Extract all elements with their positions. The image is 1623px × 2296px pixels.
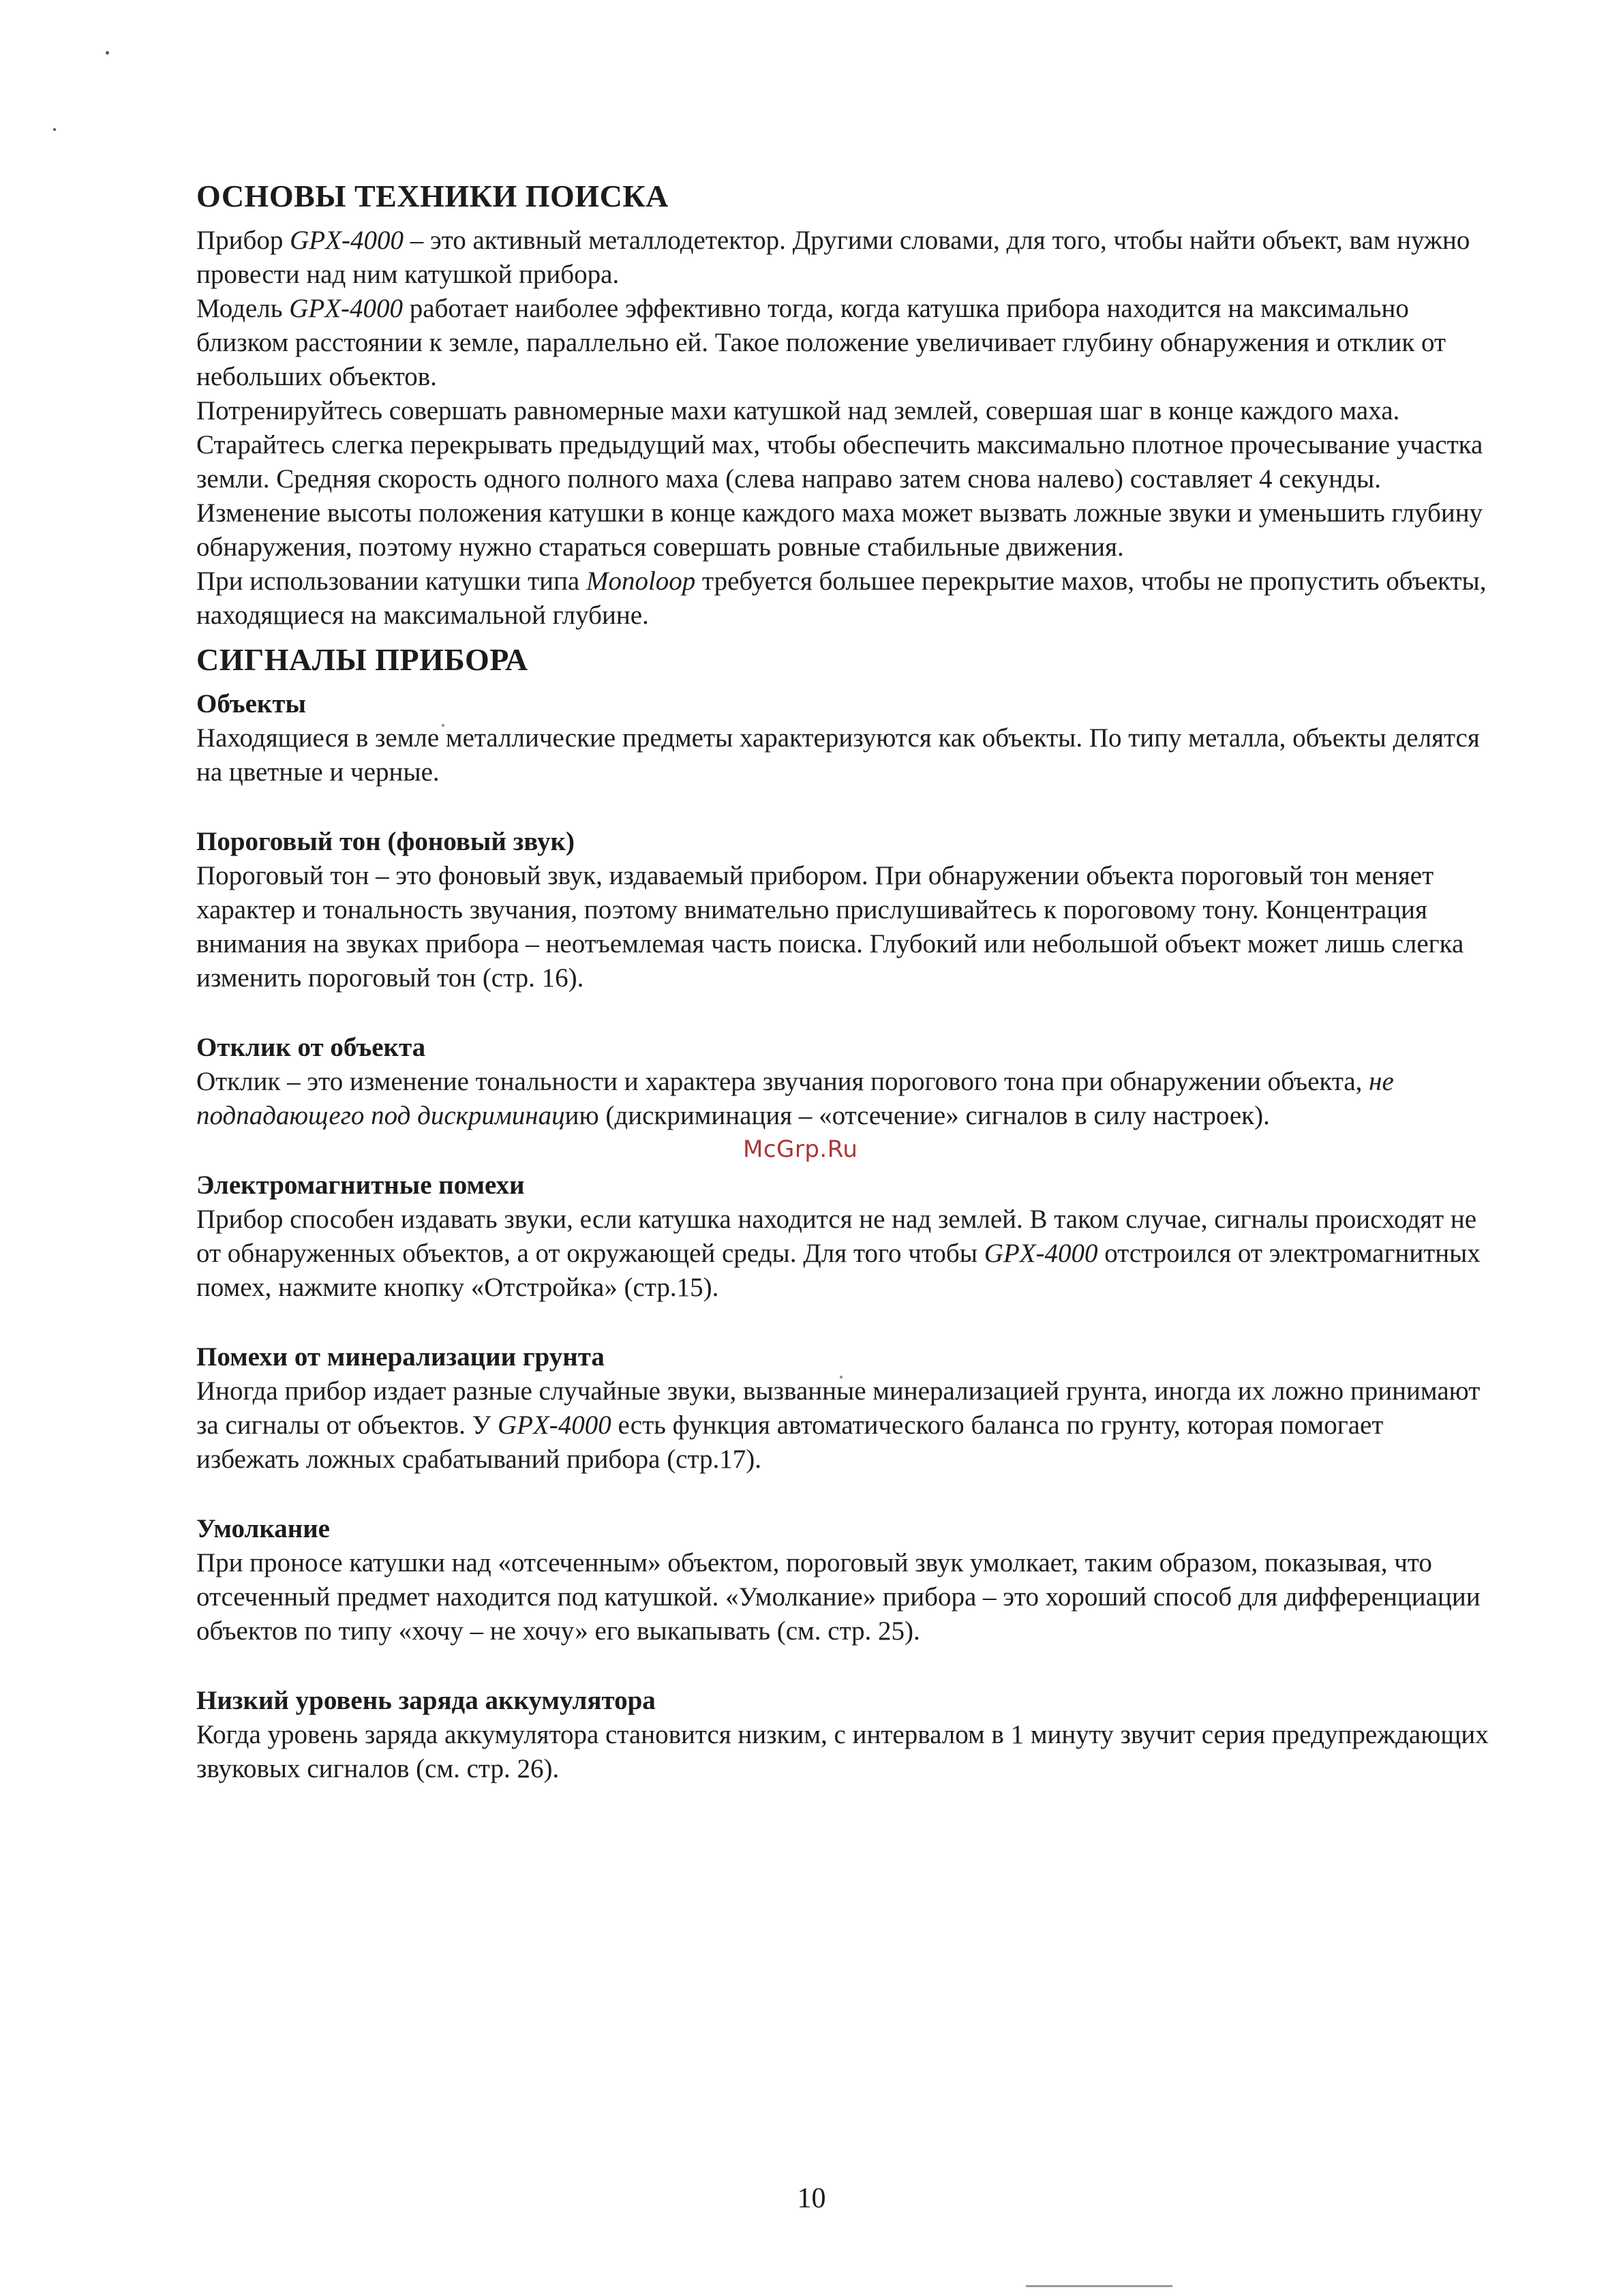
subsection-low-battery (196, 1684, 1491, 1786)
text-run: Иногда прибор издает разные случайные звуки, вызванные минерализацией грунта, иногда их ложно принимают за сигналы от объектов. У (196, 1376, 1481, 1440)
subsection-threshold-tone (196, 825, 1491, 995)
subsection-title: Отклик от объекта (196, 1033, 426, 1062)
subsection-text: Пороговый тон – это фоновый звук, издаваемый прибором. При обнаружении объекта пороговый тон меняет характер и тональность звучания, поэтому внимательно прислушивайтесь к пороговому тону. Концентрация внимания на звуках прибора – неотъемлемая часть поиска. Глубокий или небольшой объект может лишь слегка изменить пороговый тон (стр. 16). (196, 861, 1464, 993)
coil-type-name: Monoloop (586, 567, 696, 596)
text-run: Отклик – это изменение тональности и характера звучания порогового тона при обнаружении объекта, (196, 1067, 1369, 1096)
subsection-text: Когда уровень заряда аккумулятора становится низким, с интервалом в 1 минуту звучит серия предупреждающих звуковых сигналов (см. стр. 26). (196, 1720, 1489, 1783)
scan-speck (106, 51, 109, 55)
model-name: GPX-4000 (290, 226, 404, 255)
text-run: Прибор способен издавать звуки, если катушка находится не над землей. В таком случае, сигналы происходят не от обнаруженных объектов, а от окружающей среды. Для того чтобы (196, 1205, 1477, 1268)
text-run: Прибор (196, 226, 290, 255)
text-run: работает наиболее эффективно тогда, когда катушка прибора находится на максимально близком расстоянии к земле, параллельно ей. Такое положение увеличивает глубину обнаружения и отклик от небольших объектов. (196, 294, 1446, 391)
document-body (196, 169, 1491, 1822)
subsection-silence (196, 1512, 1491, 1648)
subsection-title: Электромагнитные помехи (196, 1170, 525, 1200)
scan-edge-line (1026, 2285, 1172, 2287)
watermark: McGrp.Ru (743, 1136, 858, 1163)
subsection-text (196, 1203, 1491, 1305)
text-run: требуется большее перекрытие махов, чтобы не пропустить объекты, находящиеся на максимальной глубине. (196, 567, 1487, 630)
subsection-title: Объекты (196, 689, 306, 719)
text-run: отстроился от электромагнитных помех, нажмите кнопку «Отстройка» (стр.15). (196, 1239, 1481, 1302)
subsection-objects (196, 687, 1491, 789)
text-run: ию (дискриминация – «отсечение» сигналов в силу настроек). (564, 1101, 1270, 1130)
paragraph-active-detector (196, 224, 1491, 292)
subsection-text (196, 1065, 1491, 1133)
subsection-title: Умолкание (196, 1514, 330, 1543)
section-title-search-technique: ОСНОВЫ ТЕХНИКИ ПОИСКА (196, 179, 669, 213)
subsection-ground-mineralization (196, 1340, 1491, 1477)
paragraph-sweep-technique: Потренируйтесь совершать равномерные махи катушкой над землей, совершая шаг в конце каждого маха. Старайтесь слегка перекрывать предыдущий мах, чтобы обеспечить максимально плотное прочесывание участка земли. Средняя скорость одного полного маха (слева направо затем снова налево) составляет 4 секунды. Изменение высоты положения катушки в конце каждого маха может вызвать ложные звуки и уменьшить глубину обнаружения, поэтому нужно стараться совершать ровные стабильные движения. (196, 396, 1483, 562)
text-run: При использовании катушки типа (196, 567, 586, 596)
model-name: GPX-4000 (984, 1239, 1098, 1268)
text-run: есть функция автоматического баланса по грунту, которая помогает избежать ложных срабатываний прибора (стр.17). (196, 1410, 1384, 1474)
model-name: GPX-4000 (289, 294, 404, 323)
scan-speck (53, 128, 56, 131)
subsection-target-response (196, 1031, 1491, 1133)
text-run: – это активный металлодетектор. Другими словами, для того, чтобы найти объект, вам нужно провести над ним катушкой прибора. (196, 226, 1470, 289)
subsection-emi (196, 1168, 1491, 1305)
subsection-text (196, 1374, 1491, 1477)
subsection-text: Находящиеся в земле металлические предметы характеризуются как объекты. По типу металла, объекты делятся на цветные и черные. (196, 723, 1480, 787)
subsection-title: Низкий уровень заряда аккумулятора (196, 1686, 656, 1715)
paragraph-monoloop (196, 564, 1491, 633)
subsection-title: Помехи от минерализации грунта (196, 1342, 605, 1372)
page-number: 10 (797, 2183, 826, 2214)
subsection-title: Пороговый тон (фоновый звук) (196, 827, 575, 856)
section-title-device-signals: СИГНАЛЫ ПРИБОРА (196, 642, 528, 677)
model-name: GPX-4000 (497, 1410, 611, 1440)
italic-phrase: не подпадающего под дискриминац (196, 1067, 1394, 1130)
paragraph-coil-position (196, 292, 1491, 394)
text-run: Модель (196, 294, 290, 323)
subsection-text: При проносе катушки над «отсеченным» объектом, пороговый звук умолкает, таким образом, показывая, что отсеченный предмет находится под катушкой. «Умолкание» прибора – это хороший способ для дифференциации объектов по типу «хочу – не хочу» его выкапывать (см. стр. 25). (196, 1548, 1481, 1646)
